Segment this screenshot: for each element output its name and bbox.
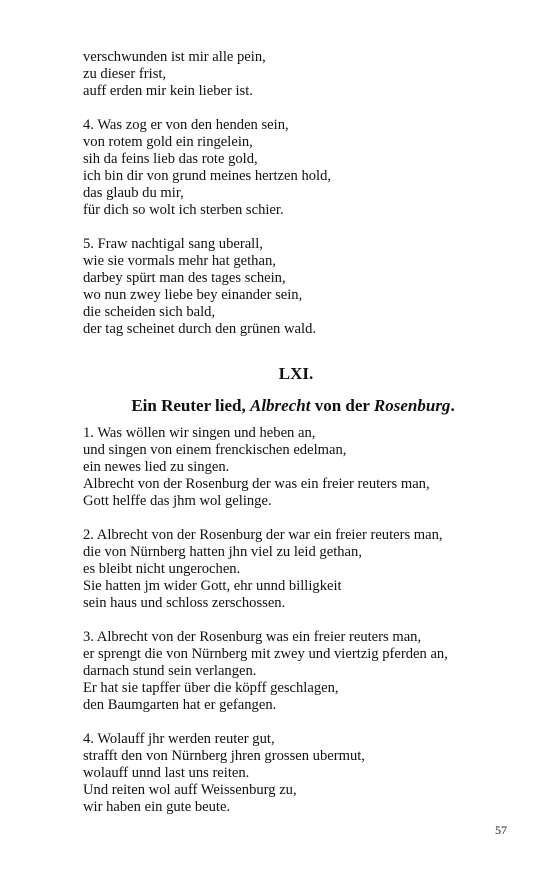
verse-line: sih da feins lieb das rote gold, — [83, 151, 258, 167]
section-number: LXI. — [278, 364, 314, 383]
verse-line: es bleibt nicht ungerochen. — [83, 561, 241, 577]
verse-line: Und reiten wol auff Weissenburg zu, — [83, 782, 297, 798]
verse-line: das glaub du mir, — [83, 185, 184, 201]
verse-line: wir haben ein gute beute. — [83, 799, 231, 815]
verse-line: Sie hatten jm wider Gott, ehr unnd billigkeit — [83, 578, 342, 594]
stanza-previous-song-end — [83, 49, 503, 100]
verse-line: von rotem gold ein ringelein, — [83, 134, 253, 150]
verse-line: verschwunden ist mir alle pein, — [83, 49, 266, 65]
verse-line: darbey spürt man des tages schein, — [83, 270, 286, 286]
stanza-5 — [83, 236, 503, 338]
page-body — [83, 49, 503, 833]
verse-line: 1. Was wöllen wir singen und heben an, — [83, 425, 316, 441]
verse-line: wo nun zwey liebe bey einander sein, — [83, 287, 303, 303]
verse-line: die von Nürnberg hatten jhn viel zu leid gethan, — [83, 544, 362, 560]
title-name-albrecht: Albrecht — [250, 396, 311, 415]
verse-line: strafft den von Nürnberg jhren grossen ubermut, — [83, 748, 365, 764]
verse-line: er sprengt die von Nürnberg mit zwey und viertzig pferden an, — [83, 646, 448, 662]
verse-line: 4. Wolauff jhr werden reuter gut, — [83, 731, 275, 747]
verse-line: für dich so wolt ich sterben schier. — [83, 202, 284, 218]
verse-line: 4. Was zog er von den henden sein, — [83, 117, 289, 133]
stanza-4 — [83, 117, 503, 219]
verse-line: 2. Albrecht von der Rosenburg der war ein freier reuters man, — [83, 527, 443, 543]
verse-line: ich bin dir von grund meines hertzen hold, — [83, 168, 332, 184]
verse-line: Er hat sie tapffer über die köpff geschlagen, — [83, 680, 339, 696]
verse-line: wolauff unnd last uns reiten. — [83, 765, 250, 781]
song-stanza-1 — [83, 425, 503, 510]
title-name-rosenburg: Rosenburg — [373, 396, 451, 415]
title-text: von der — [310, 396, 374, 415]
page-number: 57 — [495, 823, 507, 837]
verse-line: der tag scheinet durch den grünen wald. — [83, 321, 317, 337]
song-stanza-3 — [83, 629, 503, 714]
verse-line: wie sie vormals mehr hat gethan, — [83, 253, 276, 269]
verse-line: sein haus und schloss zerschossen. — [83, 595, 286, 611]
verse-line: die scheiden sich bald, — [83, 304, 216, 320]
verse-line: und singen von einem frenckischen edelman, — [83, 442, 347, 458]
verse-line: den Baumgarten hat er gefangen. — [83, 697, 277, 713]
verse-line: Albrecht von der Rosenburg der was ein freier reuters man, — [83, 476, 430, 492]
title-text: . — [450, 396, 455, 415]
verse-line: auff erden mir kein lieber ist. — [83, 83, 253, 99]
song-stanza-4 — [83, 731, 503, 816]
song-stanza-2 — [83, 527, 503, 612]
title-text: Ein Reuter lied, — [131, 396, 250, 415]
verse-line: zu dieser frist, — [83, 66, 167, 82]
verse-line: 3. Albrecht von der Rosenburg was ein freier reuters man, — [83, 629, 422, 645]
section-title — [83, 396, 503, 416]
verse-line: darnach stund sein verlangen. — [83, 663, 257, 679]
verse-line: Gott helffe das jhm wol gelinge. — [83, 493, 272, 509]
verse-line: ein newes lied zu singen. — [83, 459, 230, 475]
verse-line: 5. Fraw nachtigal sang uberall, — [83, 236, 263, 252]
